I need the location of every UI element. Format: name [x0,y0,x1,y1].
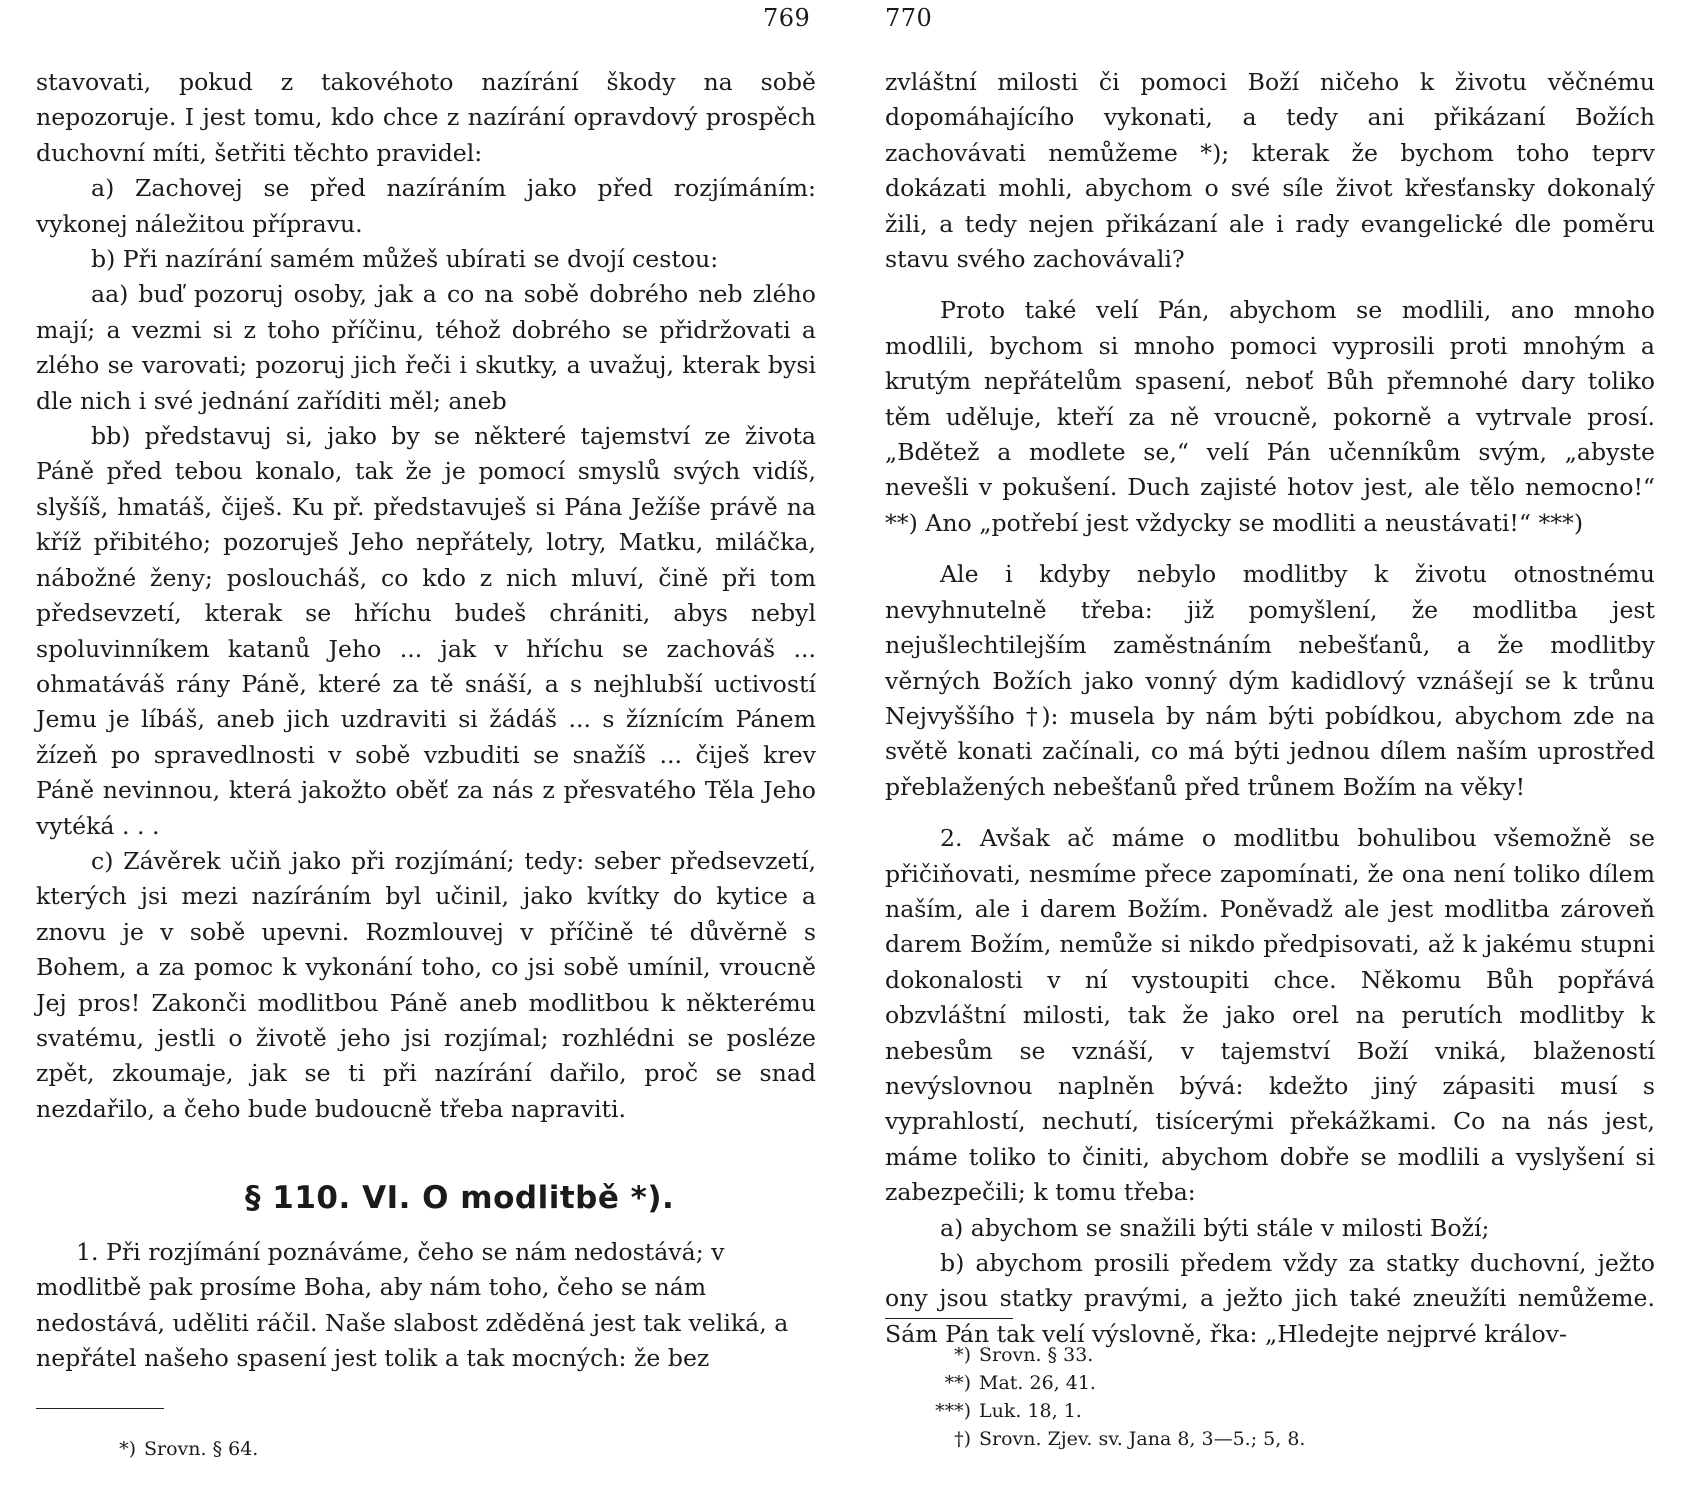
footnote-mark: *) [954,1344,971,1366]
footnote [935,1369,1305,1397]
paragraph: 2. Avšak ač máme o modlitbu bohulibou všemožně se přičiňovati, nesmíme přece zapomínati, že ona není toliko dílem naším, ale i darem Božím. Poněvadž ale jest modlitba zároveň darem Božím, nemůže si nikdo předpisovati, až k jakému stupni dokonalosti v ní vystoupiti chce. Někomu Bůh popřává obzvláštní milosti, tak že jako orel na perutích modlitby k nebesům se vznáší, v tajemství Boží vniká, blažeností nevýslovnou naplněn bývá: kdežto jiný zápasiti musí s vyprahlostí, nechutí, tisícerými překážkami. Co na nás jest, máme toliko to činiti, abychom dobře se modlili a vyslyšení si zabezpečili; k tomu třeba: [885,824,1655,1207]
paragraph: stavovati, pokud z takovéhoto nazírání škody na sobě nepozoruje. I jest tomu, kdo chce z nazírání opravdový prospěch duchovní míti, šetřiti těchto pravidel: [36,68,816,167]
footnote [935,1397,1305,1425]
paragraph: a) Zachovej se před nazíráním jako před rozjímáním: vykonej náležitou přípravu. [36,174,816,238]
paragraph: b) abychom prosili předem vždy za statky duchovní, ježto ony jsou statky pravými, a ježto jich také zneužíti nemůžeme. Sám Pán tak velí výslovně, řka: „Hledejte nejprvé králov- [885,1249,1655,1348]
footnote-mark: *) [119,1438,136,1460]
paragraph: a) abychom se snažili býti stále v milosti Boží; [940,1213,1490,1242]
footnote-text: Srovn. Zjev. sv. Jana 8, 3—5.; 5, 8. [979,1428,1306,1450]
right-body-text [885,65,1655,1352]
paragraph: c) Závěrek učiň jako při rozjímání; tedy: seber předsevzetí, kterých jsi mezi nazíráním byl učinil, jako kvítky do kytice a znovu je v sobě upevni. Rozmlouvej v příčině té důvěrně s Bohem, a za pomoc k vykonání toho, co jsi sobě umínil, vroucně Jej pros! Zakonči modlitbou Páně aneb modlitbou k některému svatému, jestli o životě jeho jsi rozjímal; rozhlédni se posléze zpět, zkoumaje, jak se ti při nazírání dařilo, proč se snad nezdařilo, a čeho bude budoucně třeba napraviti. [36,846,816,1123]
footnote [935,1341,1305,1369]
footnotes [935,1341,1305,1453]
footnote-text: Srovn. § 33. [979,1344,1094,1366]
footnote-rule [36,1408,164,1409]
section-heading: § 110. VI. O modlitbě *). [245,1180,675,1216]
left-section-text [36,1235,816,1377]
page-number: 769 [763,4,811,32]
footnote-mark: ***) [935,1400,971,1422]
paragraph: zvláštní milosti či pomoci Boží ničeho k životu věčnému dopomáhajícího vykonati, a tedy ani přikázaní Božích zachovávati nemůžeme *); kterak že bychom toho teprv dokázati mohli, abychom o své síle život křesťansky dokonalý žili, a tedy nejen přikázaní ale i rady evangelické dle poměru stavu svého zachovávali? [885,68,1655,274]
footnote-text: Srovn. § 64. [144,1438,259,1460]
footnote [100,1435,258,1463]
paragraph: bb) představuj si, jako by se některé tajemství ze života Páně před tebou konalo, tak že je pomocí smyslů svých vidíš, slyšíš, hmatáš, čiješ. Ku př. představuješ si Pána Ježíše právě na kříž přibitého; pozoruješ Jeho nepřátely, lotry, Matku, miláčka, nábožné ženy; posloucháš, co kdo z nich mluví, čině při tom předsevzetí, kterak se hříchu budeš chrániti, abys nebyl spoluvinníkem katanů Jeho ... jak v hříchu se zachováš ... ohmatáváš rány Páně, které za tě snáší, a s nejhlubší uctivostí Jemu je líbáš, aneb jich uzdraviti si žádáš ... s žíznícím Pánem žízeň po spravedlnosti v sobě vzbuditi se snažíš ... čiješ krev Páně nevinnou, která jakožto oběť za nás z přesvatého Těla Jeho vytéká . . . [36,422,816,840]
footnote-mark: †) [954,1428,971,1450]
left-body-text [36,65,816,1127]
footnote-mark: **) [944,1372,971,1394]
footnote-text: Luk. 18, 1. [979,1400,1082,1422]
left-page [0,0,816,1500]
page-number: 770 [885,4,933,32]
paragraph: Proto také velí Pán, abychom se modlili, ano mnoho modlili, bychom si mnoho pomoci vyprosili proti mnohým a krutým nepřátelům spasení, neboť Bůh přemnohé dary toliko těm uděluje, kteří za ně vroucně, pokorně a vytrvale prosí. „Bdětež a modlete se,“ velí Pán učenníkům svým, „abyste nevešli v pokušení. Duch zajisté hotov jest, ale tělo nemocno!“ **) Ano „potřebí jest vždycky se modliti a neustávati!“ ***) [885,296,1655,537]
footnote-text: Mat. 26, 41. [979,1372,1096,1394]
paragraph: 1. Při rozjímání poznáváme, čeho se nám nedostává; v modlitbě pak prosíme Boha, aby nám toho, čeho se nám nedostává, uděliti ráčil. Naše slabost zděděná jest tak veliká, a nepřátel našeho spasení jest tolik a tak mocných: že bez [36,1238,789,1373]
paragraph: aa) buď pozoruj osoby, jak a co na sobě dobrého neb zlého mají; a vezmi si z toho příčinu, téhož dobrého se přidržovati a zlého se varovati; pozoruj jich řeči i skutky, a uvažuj, kterak bysi dle nich i své jednání zaříditi měl; aneb [36,280,816,415]
footnote [935,1425,1305,1453]
paragraph: Ale i kdyby nebylo modlitby k životu otnostnému nevyhnutelně třeba: již pomyšlení, že modlitba jest nejušlechtilejším zaměstnáním nebešťanů, a že modlitby věrných Božích jako vonný dým kadidlový vznášejí se k trůnu Nejvyššího †): musela by nám býti pobídkou, abychom zde na světě konati začínali, co má býti jednou dílem naším uprostřed přeblažených nebešťanů před trůnem Božím na věky! [885,560,1655,801]
paragraph: b) Při nazírání samém můžeš ubírati se dvojí cestou: [91,245,719,274]
right-page [845,0,1675,1500]
footnote-rule [885,1318,1013,1319]
